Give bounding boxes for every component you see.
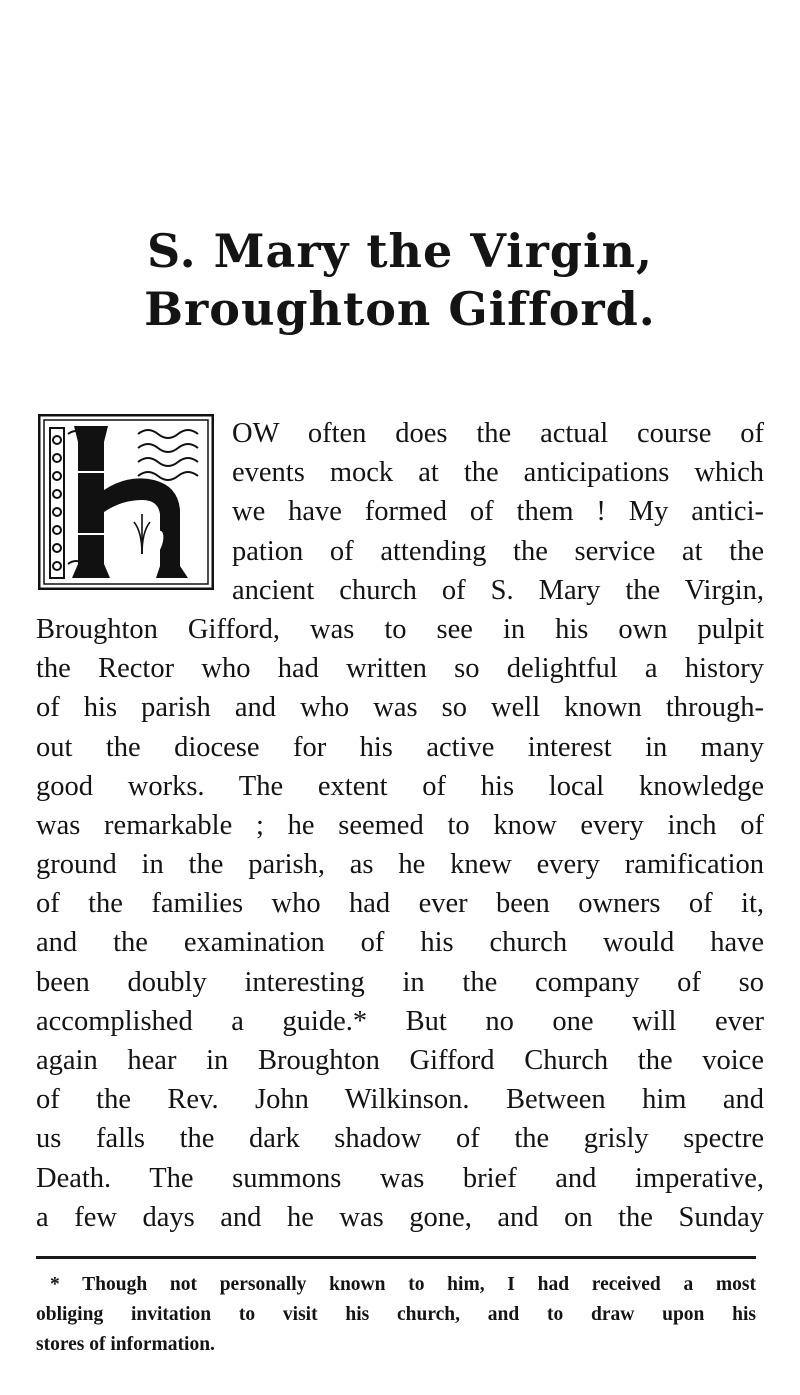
page-title bbox=[0, 222, 800, 338]
body-line: was remarkable ; he seemed to know every inch of bbox=[36, 809, 764, 841]
body-line: us falls the dark shadow of the grisly spectre bbox=[36, 1123, 764, 1155]
footnote-line: stores of information. bbox=[36, 1334, 215, 1355]
title-line-1: S. Mary the Virgin, bbox=[147, 224, 653, 278]
body-line: OW often does the actual course of bbox=[232, 418, 764, 449]
body-line: of his parish and who was so well known through- bbox=[36, 692, 764, 724]
footnote bbox=[36, 1270, 756, 1360]
body-line: out the diocese for his active interest in many bbox=[36, 731, 764, 763]
body-line: Death. The summons was brief and imperative, bbox=[36, 1162, 764, 1194]
body-line: we have formed of them ! My antici- bbox=[232, 496, 764, 528]
body-line: a few days and he was gone, and on the Sunday bbox=[36, 1201, 764, 1233]
footnote-line: obliging invitation to visit his church, and to draw upon his bbox=[36, 1304, 756, 1325]
body-line: accomplished a guide.* But no one will ever bbox=[36, 1005, 764, 1037]
body-line: ground in the parish, as he knew every ramification bbox=[36, 849, 764, 881]
body-line: of the families who had ever been owners of it, bbox=[36, 888, 764, 920]
footnote-line: * Though not personally known to him, I had received a most bbox=[50, 1274, 756, 1295]
body-line: again hear in Broughton Gifford Church the voice bbox=[36, 1045, 764, 1076]
body-line: good works. The extent of his local knowledge bbox=[36, 770, 764, 802]
body-line: of the Rev. John Wilkinson. Between him and bbox=[36, 1084, 764, 1116]
title-line-2: Broughton Gifford. bbox=[144, 282, 656, 336]
body-text bbox=[36, 414, 764, 1237]
body-line: ancient church of S. Mary the Virgin, bbox=[232, 574, 764, 606]
body-line: pation of attending the service at the bbox=[232, 535, 764, 567]
body-line: been doubly interesting in the company of so bbox=[36, 966, 764, 998]
footnote-divider bbox=[36, 1256, 756, 1259]
body-line: events mock at the anticipations which bbox=[232, 457, 764, 489]
body-line: the Rector who had written so delightful a history bbox=[36, 653, 764, 685]
body-line: Broughton Gifford, was to see in his own pulpit bbox=[36, 613, 764, 645]
body-line: and the examination of his church would have bbox=[36, 927, 764, 959]
